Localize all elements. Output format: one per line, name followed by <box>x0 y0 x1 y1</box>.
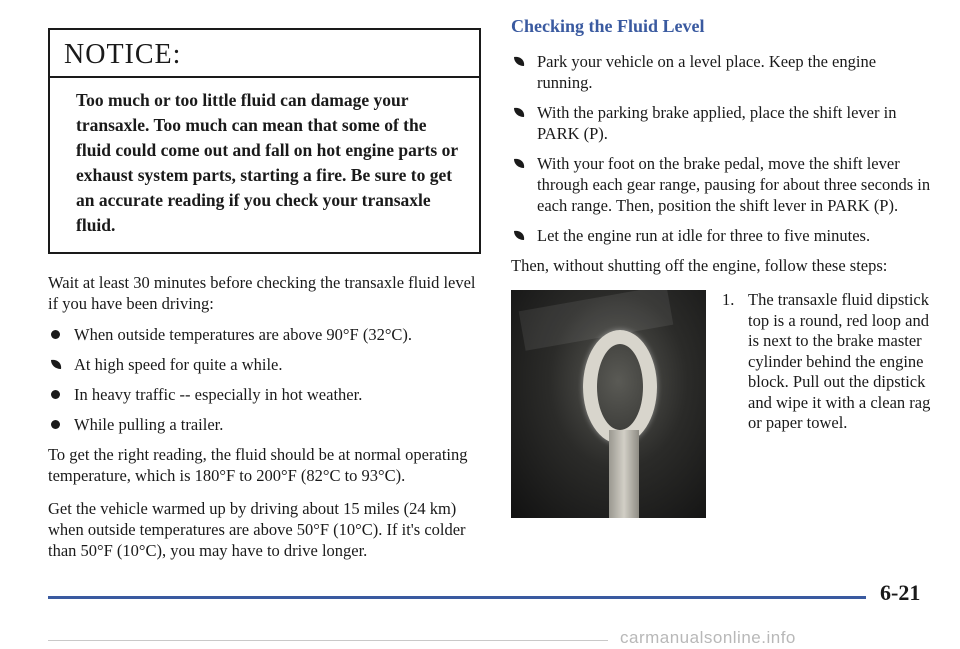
intro-paragraph: Wait at least 30 minutes before checking the transaxle fluid level if you have been driving: <box>48 273 476 313</box>
list-item <box>48 324 483 345</box>
round-bullet-icon <box>51 420 60 429</box>
list-item-text: While pulling a trailer. <box>74 415 224 434</box>
list-item <box>511 153 931 216</box>
list-item-text: In heavy traffic -- especially in hot weather. <box>74 385 363 404</box>
list-item <box>511 51 931 93</box>
dipstick-photo <box>511 290 706 518</box>
watermark-text: carmanualsonline.info <box>620 628 796 647</box>
section-title: Checking the Fluid Level <box>511 16 705 36</box>
notice-body: Too much or too little fluid can damage your transaxle. Too much can mean that some of the fluid could come out and fall on hot engine parts or exhaust system parts, starting a fire. Be sure to get an accurate reading if you check your transaxle fluid. <box>76 90 458 235</box>
notice-box <box>48 28 481 254</box>
step-text: The transaxle fluid dipstick top is a round, red loop and is next to the brake master cylinder behind the engine block. Pull out the dipstick and wipe it with a clean rag or paper towel. <box>748 290 931 432</box>
bottom-divider <box>48 640 608 641</box>
round-bullet-icon <box>51 390 60 399</box>
procedure-list <box>511 51 931 246</box>
follow-steps-text: Then, without shutting off the engine, follow these steps: <box>511 256 888 275</box>
leaf-bullet-icon <box>513 56 525 67</box>
list-item <box>511 102 931 144</box>
leaf-bullet-icon <box>50 359 62 370</box>
list-item-text: With the parking brake applied, place the shift lever in PARK (P). <box>537 103 897 143</box>
warmup-paragraph: Get the vehicle warmed up by driving about 15 miles (24 km) when outside temperatures are above 50°F (10°C). If it's colder than 50°F (10°C), you may have to drive longer. <box>48 499 466 560</box>
leaf-bullet-icon <box>513 230 525 241</box>
left-column <box>48 28 483 561</box>
step-row <box>511 290 931 518</box>
list-item <box>48 354 483 375</box>
page-number: 6-21 <box>880 580 921 605</box>
notice-heading: NOTICE: <box>50 30 479 78</box>
list-item-text: Let the engine run at idle for three to five minutes. <box>537 226 871 245</box>
temperature-paragraph: To get the right reading, the fluid should be at normal operating temperature, which is 180°F to 200°F (82°C to 93°C). <box>48 445 468 485</box>
dipstick-loop <box>583 330 657 444</box>
dipstick-stem <box>609 430 639 518</box>
step-number: 1. <box>722 290 735 309</box>
list-item-text: Park your vehicle on a level place. Keep the engine running. <box>537 52 877 92</box>
right-column <box>511 16 931 518</box>
list-item-text: At high speed for quite a while. <box>74 355 283 374</box>
list-item <box>48 414 483 435</box>
list-item <box>48 384 483 405</box>
list-item <box>511 225 931 246</box>
list-item-text: When outside temperatures are above 90°F (32°C). <box>74 325 413 344</box>
leaf-bullet-icon <box>513 107 525 118</box>
leaf-bullet-icon <box>513 158 525 169</box>
round-bullet-icon <box>51 330 60 339</box>
step-item <box>722 290 931 518</box>
conditions-list <box>48 324 483 435</box>
footer-rule <box>48 596 866 599</box>
list-item-text: With your foot on the brake pedal, move the shift lever through each gear range, pausing for about three seconds in each range. Then, position the shift lever in PARK (P). <box>537 154 931 215</box>
